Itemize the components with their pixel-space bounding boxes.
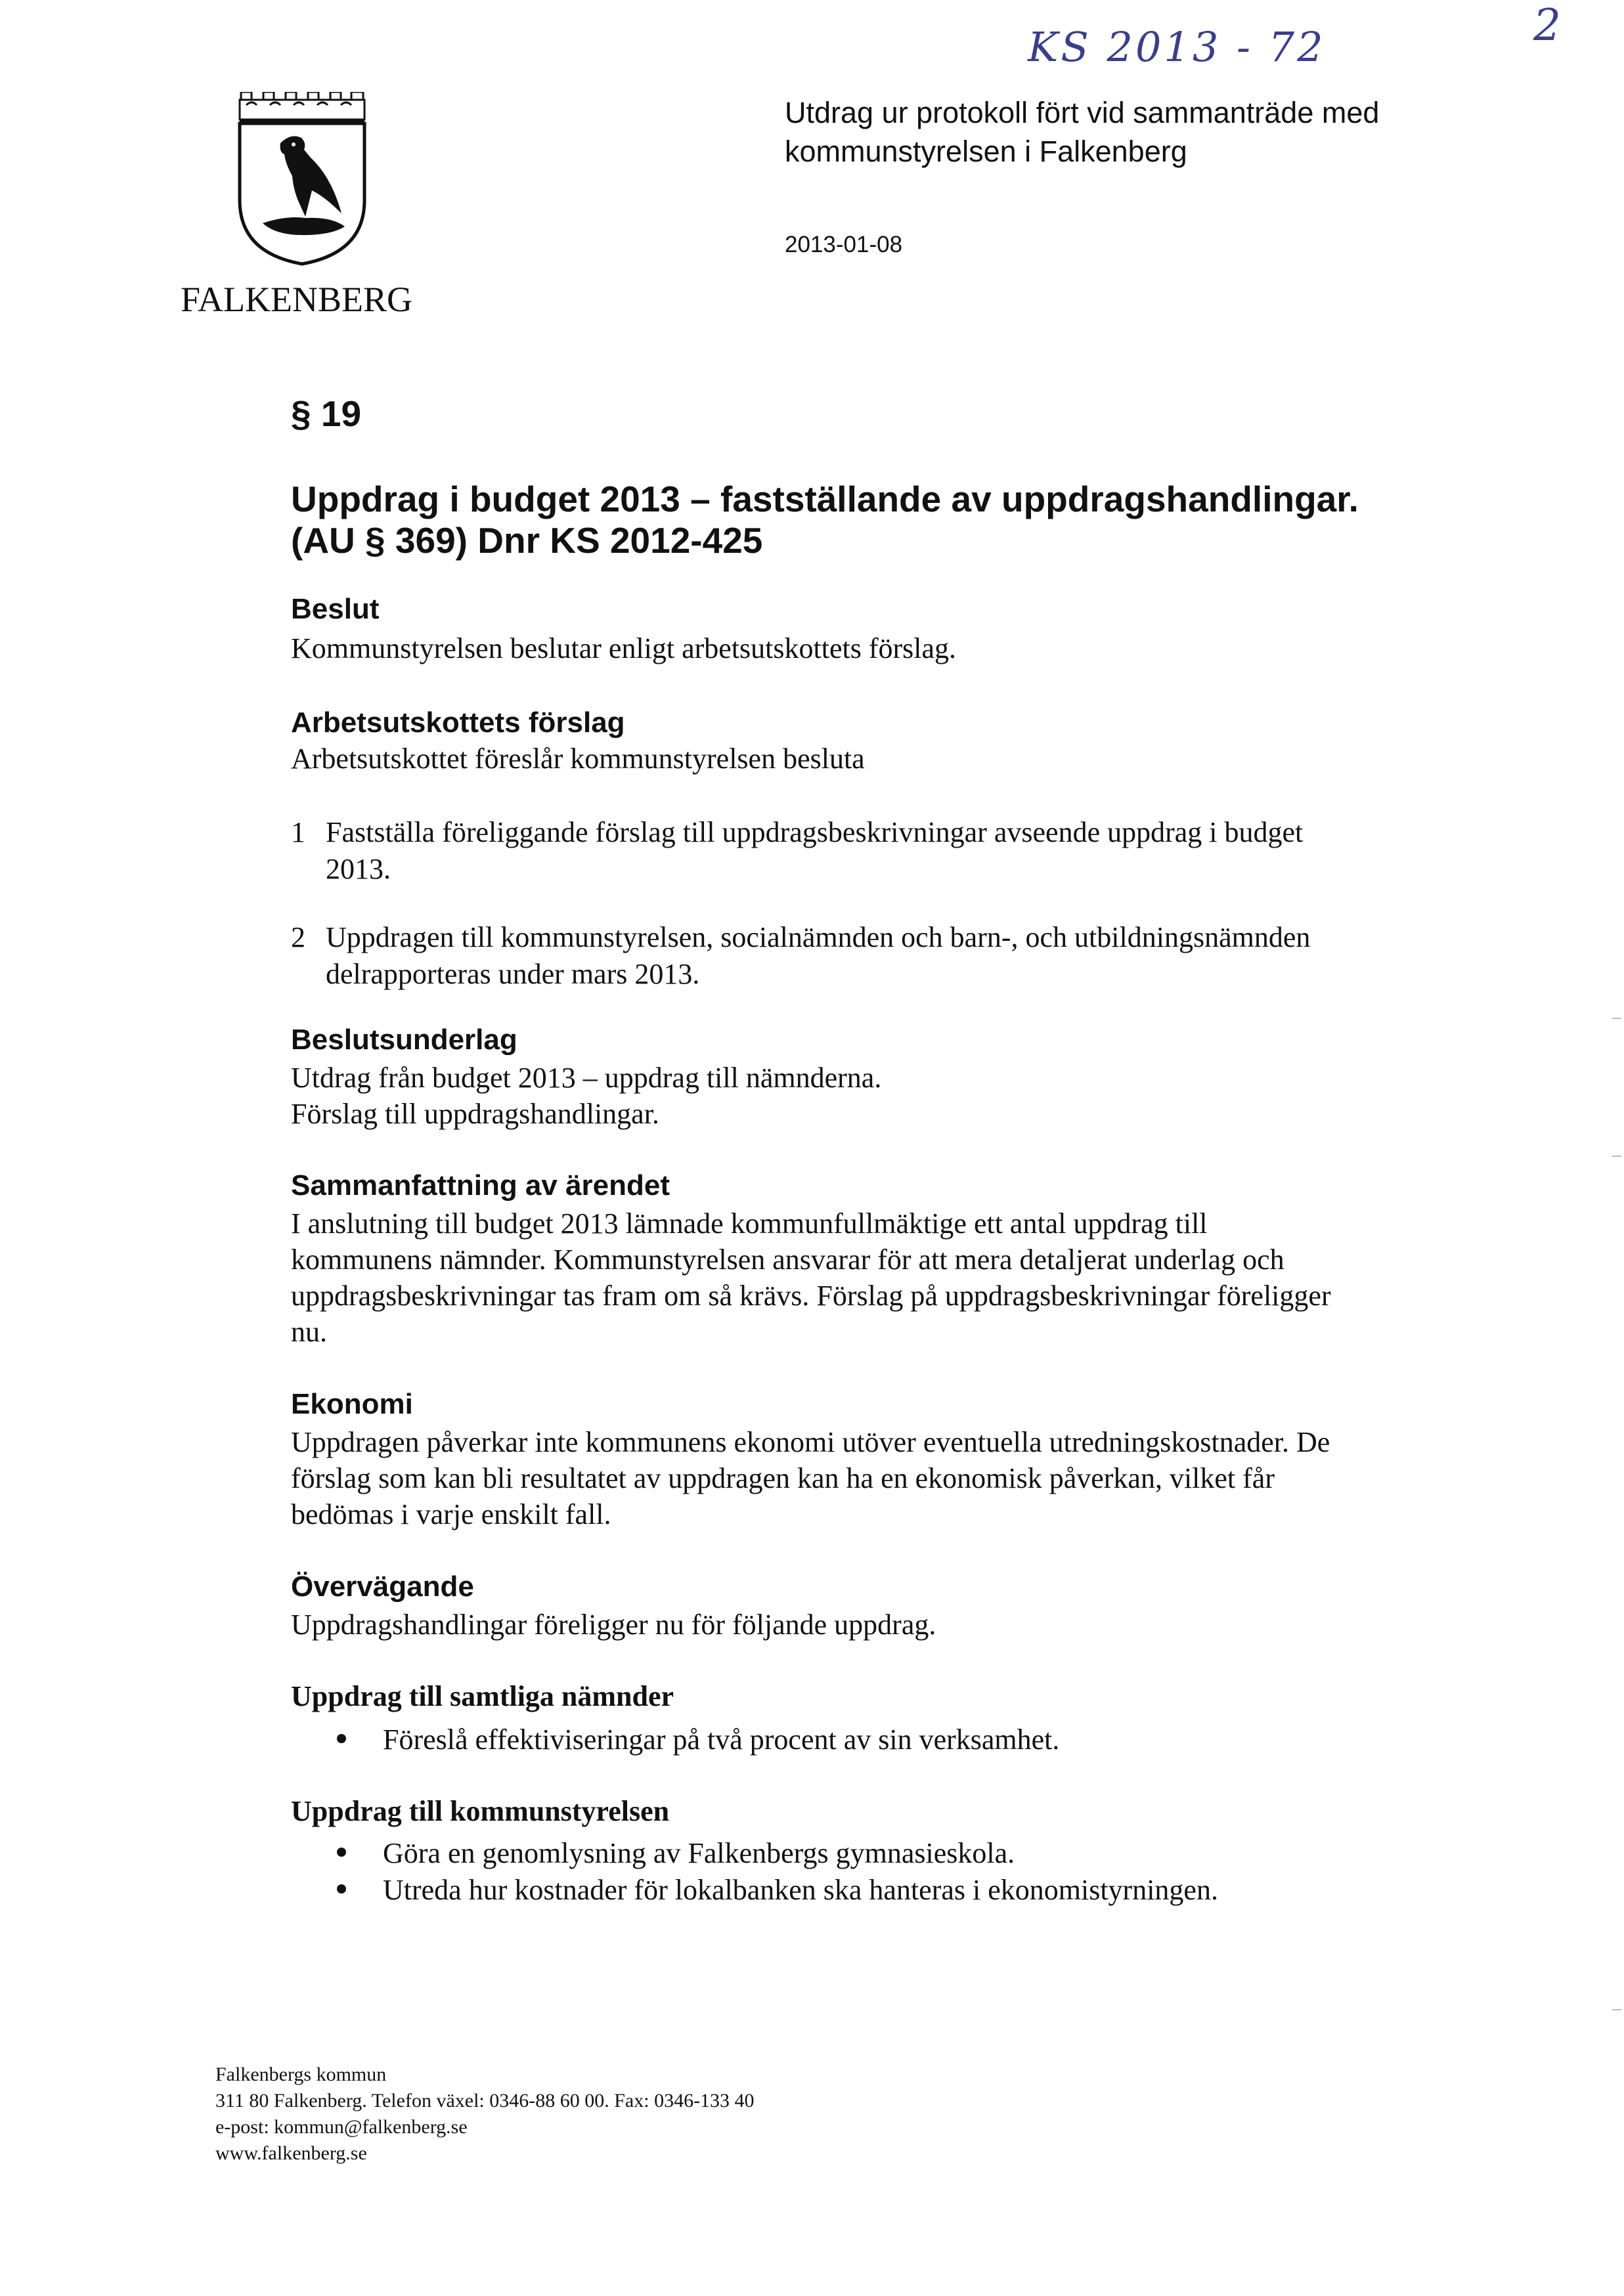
beslut-heading: Beslut	[291, 593, 380, 625]
municipality-name: FALKENBERG	[181, 280, 413, 319]
bullet-icon	[337, 1848, 346, 1860]
list-item-text-line1: Fastställa föreliggande förslag till uppdragsbeskrivningar avseende uppdrag i budget	[326, 816, 1304, 848]
bullet-item: Göra en genomlysning av Falkenbergs gymnasieskola.	[383, 1837, 1015, 1869]
protocol-date: 2013-01-08	[785, 232, 903, 257]
list-item-text-line2: delrapporteras under mars 2013.	[326, 958, 700, 990]
list-item-text-line2: 2013.	[326, 853, 391, 885]
footer-org-name: Falkenbergs kommun	[215, 2064, 387, 2085]
au-forslag-heading: Arbetsutskottets förslag	[291, 706, 625, 739]
scan-edge-mark	[1612, 1018, 1621, 1019]
paragraph-title-line2: (AU § 369) Dnr KS 2012-425	[291, 520, 763, 561]
scan-edge-mark	[1612, 1156, 1621, 1157]
scan-edge-mark	[1612, 2009, 1621, 2010]
paragraph-number: § 19	[291, 393, 362, 434]
overvagande-heading: Övervägande	[291, 1570, 474, 1603]
ekonomi-line: Uppdragen påverkar inte kommunens ekonomi utöver eventuella utredningskostnader. De	[291, 1426, 1330, 1458]
footer-email: e-post: kommun@falkenberg.se	[215, 2116, 468, 2138]
falkenberg-coat-of-arms-logo	[233, 92, 371, 266]
bullet-item: Utreda hur kostnader för lokalbanken ska hanteras i ekonomistyrningen.	[383, 1874, 1218, 1906]
sammanfattning-line: kommunens nämnder. Kommunstyrelsen ansvarar för att mera detaljerat underlag och	[291, 1244, 1284, 1276]
list-item	[291, 814, 305, 850]
sammanfattning-line: I anslutning till budget 2013 lämnade kommunfullmäktige ett antal uppdrag till	[291, 1207, 1208, 1240]
sammanfattning-heading: Sammanfattning av ärendet	[291, 1169, 670, 1202]
protocol-title-line1: Utdrag ur protokoll fört vid sammanträde med	[785, 96, 1380, 129]
beslutsunderlag-heading: Beslutsunderlag	[291, 1024, 517, 1056]
sammanfattning-line: uppdragsbeskrivningar tas fram om så krävs. Förslag på uppdragsbeskrivningar föreligger	[291, 1280, 1331, 1312]
ekonomi-line: förslag som kan bli resultatet av uppdragen kan ha en ekonomisk påverkan, vilket får	[291, 1462, 1275, 1494]
protocol-title-line2: kommunstyrelsen i Falkenberg	[785, 135, 1187, 168]
footer-address: 311 80 Falkenberg. Telefon växel: 0346-88 60 00. Fax: 0346-133 40	[215, 2090, 755, 2112]
bullet-item: Föreslå effektiviseringar på två procent av sin verksamhet.	[383, 1723, 1060, 1756]
ekonomi-heading: Ekonomi	[291, 1388, 413, 1420]
ekonomi-line: bedömas i varje enskilt fall.	[291, 1498, 611, 1530]
paragraph-title-line1: Uppdrag i budget 2013 – fastställande av uppdragshandlingar.	[291, 479, 1359, 519]
samtliga-heading: Uppdrag till samtliga nämnder	[291, 1680, 674, 1712]
kommunstyrelsen-heading: Uppdrag till kommunstyrelsen	[291, 1795, 670, 1827]
sammanfattning-line: nu.	[291, 1316, 327, 1348]
beslutsunderlag-line: Utdrag från budget 2013 – uppdrag till nämnderna.	[291, 1062, 882, 1094]
handwritten-page-number: 2	[1533, 0, 1564, 51]
overvagande-text: Uppdragshandlingar föreligger nu för följande uppdrag.	[291, 1609, 936, 1641]
au-forslag-text: Arbetsutskottet föreslår kommunstyrelsen besluta	[291, 743, 865, 775]
list-item-text-line1: Uppdragen till kommunstyrelsen, socialnämnden och barn-, och utbildningsnämnden	[326, 921, 1311, 953]
bullet-icon	[337, 1734, 346, 1746]
list-item-number: 2	[291, 921, 305, 953]
bullet-icon	[337, 1884, 346, 1897]
beslutsunderlag-line: Förslag till uppdragshandlingar.	[291, 1098, 659, 1130]
list-item	[291, 919, 305, 955]
list-item-number: 1	[291, 816, 305, 848]
beslut-text: Kommunstyrelsen beslutar enligt arbetsutskottets förslag.	[291, 632, 957, 664]
footer-website: www.falkenberg.se	[215, 2142, 367, 2164]
handwritten-reference: KS 2013 - 72	[1028, 23, 1326, 71]
